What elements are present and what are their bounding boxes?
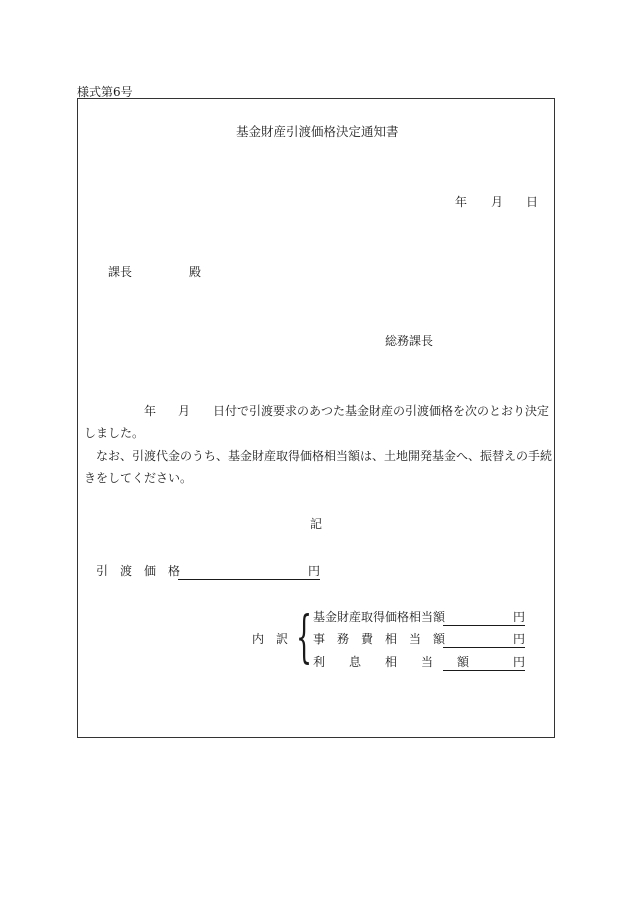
document-title: 基金財産引渡価格決定通知書 (236, 124, 399, 139)
addressee-position: 課長 (108, 265, 133, 279)
breakdown-item-2-field (443, 633, 525, 648)
form-number: 様式第6号 (77, 85, 133, 99)
sender: 総務課長 (385, 334, 434, 348)
date-month: 月 (491, 195, 504, 209)
breakdown-item-3-field (443, 656, 525, 671)
body-line1: 日付で引渡要求のあつた基金財産の引渡価格を次のとおり決定 (213, 404, 550, 418)
body-line4: きをしてください。 (84, 471, 193, 485)
addressee-honorific: 殿 (189, 265, 202, 279)
date-day: 日 (526, 195, 539, 209)
breakdown-item-3-unit: 円 (512, 655, 525, 669)
body-line3: なお、引渡代金のうち、基金財産取得価格相当額は、土地開発基金へ、振替えの手続 (96, 449, 553, 463)
body-month: 月 (178, 404, 191, 418)
ki-mark: 記 (310, 517, 323, 531)
price-unit: 円 (307, 564, 320, 578)
breakdown-item-2-label: 事 務 費 相 当 額 (313, 632, 446, 646)
price-label: 引 渡 価 格 (96, 564, 181, 578)
brace-icon: { (296, 605, 313, 670)
breakdown-item-1-label: 基金財産取得価格相当額 (313, 610, 446, 624)
breakdown-item-1-unit: 円 (512, 610, 525, 624)
price-field (178, 565, 320, 580)
date-year: 年 (455, 195, 468, 209)
breakdown-item-1-field (443, 611, 525, 626)
body-year: 年 (144, 404, 157, 418)
breakdown-label: 内 訳 (252, 632, 289, 646)
body-line2: しました。 (84, 426, 145, 440)
breakdown-item-2-unit: 円 (512, 632, 525, 646)
breakdown-item-3-label: 利 息 相 当 額 (313, 655, 470, 669)
